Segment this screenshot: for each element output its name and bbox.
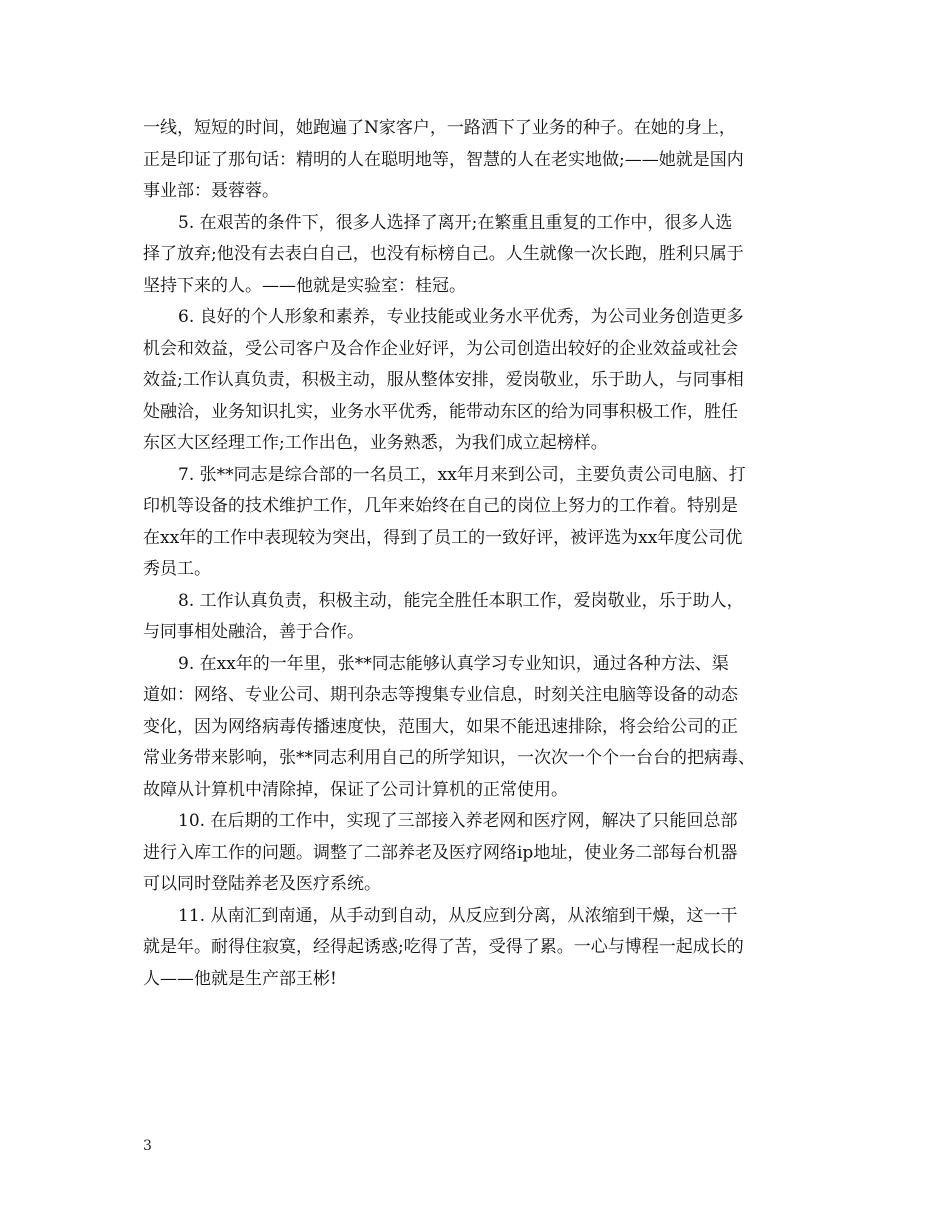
- page-number: 3: [143, 1138, 152, 1154]
- paragraph-item-6: [143, 302, 823, 460]
- paragraph-item-5: [143, 208, 823, 303]
- paragraph-item-7: [143, 460, 823, 586]
- paragraph-item-9: [143, 649, 823, 807]
- text-line: 东区大区经理工作;工作出色，业务熟悉，为我们成立起榜样。: [143, 433, 608, 453]
- text-line: 处融洽，业务知识扎实，业务水平优秀，能带动东区的给为同事积极工作，胜任: [143, 401, 738, 422]
- text-line: 事业部：聂蓉蓉。: [143, 181, 279, 201]
- text-line: 10. 在后期的工作中，实现了三部接入养老网和医疗网，解决了只能回总部: [178, 811, 738, 831]
- text-line: 7. 张**同志是综合部的一名员工，xx年月来到公司，主要负责公司电脑、打: [178, 464, 746, 485]
- text-line: 坚持下来的人。——他就是实验室：桂冠。: [143, 275, 466, 296]
- paragraph-item-11: [143, 901, 823, 996]
- text-line: 与同事相处融洽，善于合作。: [143, 622, 364, 642]
- text-line: 变化，因为网络病毒传播速度快，范围大，如果不能迅速排除，将会给公司的正: [143, 716, 738, 737]
- text-line: 秀员工。: [143, 559, 211, 579]
- text-line: 就是年。耐得住寂寞，经得起诱惑;吃得了苦，受得了累。一心与博程一起成长的: [143, 937, 744, 957]
- paragraph-nie-rongrong: [143, 113, 823, 208]
- paragraph-item-10: [143, 806, 823, 901]
- text-line: 机会和效益，受公司客户及合作企业好评，为公司创造出较好的企业效益或社会: [143, 338, 738, 359]
- text-line: 可以同时登陆养老及医疗系统。: [143, 874, 381, 894]
- text-line: 11. 从南汇到南通，从手动到自动，从反应到分离，从浓缩到干燥，这一干: [178, 905, 738, 926]
- text-line: 常业务带来影响，张**同志利用自己的所学知识，一次次一个个一台台的把病毒、: [143, 748, 755, 768]
- text-line: 正是印证了那句话：精明的人在聪明地等，智慧的人在老实地做;——她就是国内: [143, 149, 744, 170]
- paragraph-item-8: [143, 586, 823, 649]
- text-line: 印机等设备的技术维护工作，几年来始终在自己的岗位上努力的工作着。特别是: [143, 496, 738, 516]
- text-line: 8. 工作认真负责，积极主动，能完全胜任本职工作，爱岗敬业，乐于助人，: [178, 590, 744, 611]
- text-line: 效益;工作认真负责，积极主动，服从整体安排，爱岗敬业，乐于助人，与同事相: [143, 370, 744, 390]
- text-line: 故障从计算机中清除掉，保证了公司计算机的正常使用。: [143, 779, 568, 800]
- text-line: 人——他就是生产部王彬!: [143, 968, 337, 989]
- text-line: 一线，短短的时间，她跑遍了N家客户，一路洒下了业务的种子。在她的身上，: [143, 118, 736, 138]
- text-line: 9. 在xx年的一年里，张**同志能够认真学习专业知识，通过各种方法、渠: [178, 653, 729, 674]
- text-line: 5. 在艰苦的条件下，很多人选择了离开;在繁重且重复的工作中，很多人选: [178, 212, 733, 233]
- text-line: 道如：网络、专业公司、期刊杂志等搜集专业信息，时刻关注电脑等设备的动态: [143, 685, 738, 705]
- text-line: 在xx年的工作中表现较为突出，得到了员工的一致好评，被评选为xx年度公司优: [143, 527, 743, 548]
- text-line: 择了放弃;他没有去表白自己，也没有标榜自己。人生就像一次长跑，胜利只属于: [143, 244, 744, 264]
- text-line: 6. 良好的个人形象和素养，专业技能或业务水平优秀，为公司业务创造更多: [178, 307, 744, 327]
- text-line: 进行入库工作的问题。调整了二部养老及医疗网络ip地址，使业务二部每台机器: [143, 842, 738, 863]
- document-body: [143, 113, 823, 995]
